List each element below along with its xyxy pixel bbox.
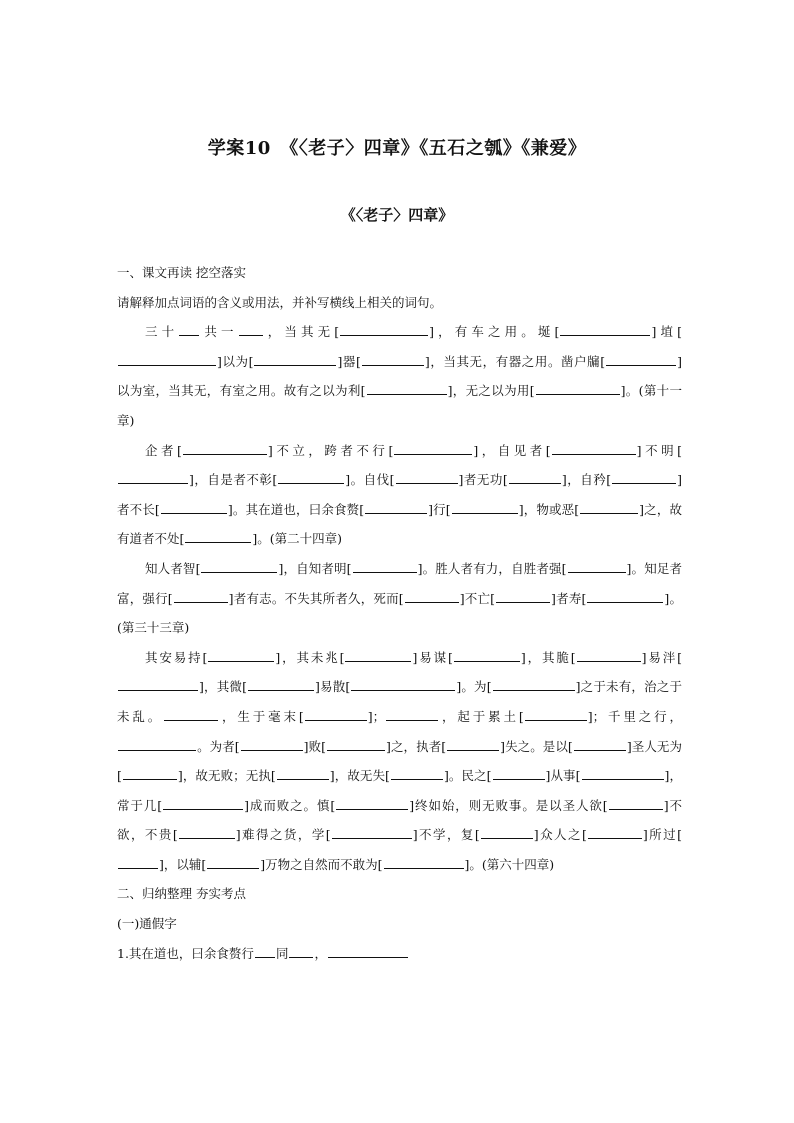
- fill-blank[interactable]: [493, 678, 575, 691]
- fill-blank[interactable]: [365, 501, 427, 514]
- fill-blank[interactable]: [525, 708, 587, 721]
- fill-blank[interactable]: [118, 353, 216, 366]
- fill-blank[interactable]: [587, 590, 663, 603]
- fill-blank[interactable]: [588, 826, 642, 839]
- paragraph-chapter-64: 其安易持[ ]，其未兆[ ]易谋[ ]，其脆[ ]易泮[]，其微[ ]易散[ ]。为[ ]之于未有，治之于未乱。 ，生于毫末[ ]； ，起于累土[ ]；千里之行，。为者[ ]败[ ]之，执者[ ]失之。是以[ ]圣人无为[ ]，故无败；无执[ ]，故无失[ ]。民之[ ]从事[ ]，常于几[ ]成而败之。慎[ ]终如始，则无败事。是以圣人欲[ ]不欲，不贵[ ]难得之货，学[ ]不学，复[ ]众人之[ ]所过[]，以辅[ ]万物之自然而不敢为[ ]。(第六十四章): [117, 649, 682, 872]
- paragraph-chapter-33: 知人者智[ ]，自知者明[ ]。胜人者有力，自胜者强[ ]。知足者富，强行[ ]者有志。不失其所者久，死而[ ]不亡[ ]者寿[ ]。(第三十三章): [117, 560, 682, 636]
- paragraph-chapter-11: 三十 共一 ，当其无[ ]，有车之用。埏[ ]埴[]以为[ ]器[ ]，当其无，有器之用。凿户牖[ ]以为室，当其无，有室之用。故有之以为利[ ]，无之以为用[ ]。(第十一章): [117, 324, 682, 428]
- page-title: 学案10 《〈老子〉四章》《五石之瓠》《兼爱》: [207, 138, 587, 159]
- fill-blank[interactable]: [447, 738, 499, 751]
- fill-blank[interactable]: [536, 382, 620, 395]
- fill-blank[interactable]: [577, 649, 641, 662]
- fill-blank[interactable]: [123, 767, 177, 780]
- fill-blank[interactable]: [305, 708, 367, 721]
- fill-blank[interactable]: [362, 353, 424, 366]
- fill-blank[interactable]: [332, 826, 412, 839]
- fill-blank[interactable]: [345, 649, 411, 662]
- fill-blank[interactable]: [118, 856, 158, 869]
- fill-blank[interactable]: [405, 590, 459, 603]
- fill-blank[interactable]: [241, 738, 303, 751]
- fill-blank[interactable]: [208, 649, 274, 662]
- fill-blank[interactable]: [552, 442, 636, 455]
- fill-blank[interactable]: [496, 590, 550, 603]
- fill-blank[interactable]: [277, 767, 329, 780]
- fill-blank[interactable]: [568, 560, 626, 573]
- fill-blank[interactable]: [164, 708, 218, 721]
- subsection-heading: (一)通假字: [117, 916, 177, 932]
- fill-blank[interactable]: [183, 442, 267, 455]
- fill-blank[interactable]: [328, 945, 408, 958]
- instruction-text: 请解释加点词语的含义或用法，并补写横线上相关的词句。: [117, 294, 443, 310]
- fill-blank[interactable]: [580, 501, 638, 514]
- paragraph-chapter-24: 企者[ ]不立，跨者不行[ ]，自见者[ ]不明[]，自是者不彰[ ]。自伐[ ]者无功[ ]，自矜[ ]者不长[ ]。其在道也，曰余食赘[ ]行[ ]，物或恶[ ]之，故有道者不处[ ]。(第二十四章): [117, 442, 682, 547]
- fill-blank[interactable]: [278, 471, 344, 484]
- fill-blank[interactable]: [239, 323, 263, 336]
- fill-blank[interactable]: [118, 678, 198, 691]
- section-heading-2: 二、归纳整理 夯实考点: [117, 886, 246, 902]
- fill-blank[interactable]: [179, 323, 199, 336]
- fill-blank[interactable]: [391, 767, 443, 780]
- fill-blank[interactable]: [452, 501, 518, 514]
- fill-blank[interactable]: [254, 353, 336, 366]
- fill-blank[interactable]: [289, 945, 313, 958]
- fill-blank[interactable]: [174, 590, 228, 603]
- fill-blank[interactable]: [336, 797, 408, 810]
- fill-blank[interactable]: [609, 797, 663, 810]
- content-body: [117, 258, 682, 968]
- fill-blank[interactable]: [118, 471, 188, 484]
- fill-blank[interactable]: [386, 708, 438, 721]
- fill-blank[interactable]: [201, 560, 277, 573]
- fill-blank[interactable]: [612, 471, 676, 484]
- fill-blank[interactable]: [454, 649, 520, 662]
- fill-blank[interactable]: [327, 738, 385, 751]
- fill-blank[interactable]: [606, 353, 676, 366]
- fill-blank[interactable]: [163, 797, 243, 810]
- fill-blank[interactable]: [560, 323, 650, 336]
- fill-blank[interactable]: [509, 471, 561, 484]
- fill-blank[interactable]: [179, 826, 235, 839]
- fill-blank[interactable]: [493, 767, 545, 780]
- fill-blank[interactable]: [394, 442, 472, 455]
- fill-blank[interactable]: [574, 738, 626, 751]
- fill-blank[interactable]: [118, 738, 196, 751]
- fill-blank[interactable]: [207, 856, 259, 869]
- fill-blank[interactable]: [255, 945, 275, 958]
- section-heading-1: 一、课文再读 挖空落实: [117, 265, 246, 280]
- fill-blank[interactable]: [340, 323, 428, 336]
- fill-blank[interactable]: [367, 382, 447, 395]
- question-item-1: 1.其在道也，曰余食赘行 同 ，: [117, 939, 682, 969]
- fill-blank[interactable]: [384, 856, 464, 869]
- fill-blank[interactable]: [396, 471, 458, 484]
- fill-blank[interactable]: [351, 678, 455, 691]
- fill-blank[interactable]: [481, 826, 533, 839]
- fill-blank[interactable]: [353, 560, 417, 573]
- fill-blank[interactable]: [248, 678, 314, 691]
- fill-blank[interactable]: [582, 767, 664, 780]
- fill-blank[interactable]: [161, 501, 227, 514]
- fill-blank[interactable]: [185, 530, 251, 543]
- section-subtitle: 《〈老子〉四章》: [340, 206, 454, 224]
